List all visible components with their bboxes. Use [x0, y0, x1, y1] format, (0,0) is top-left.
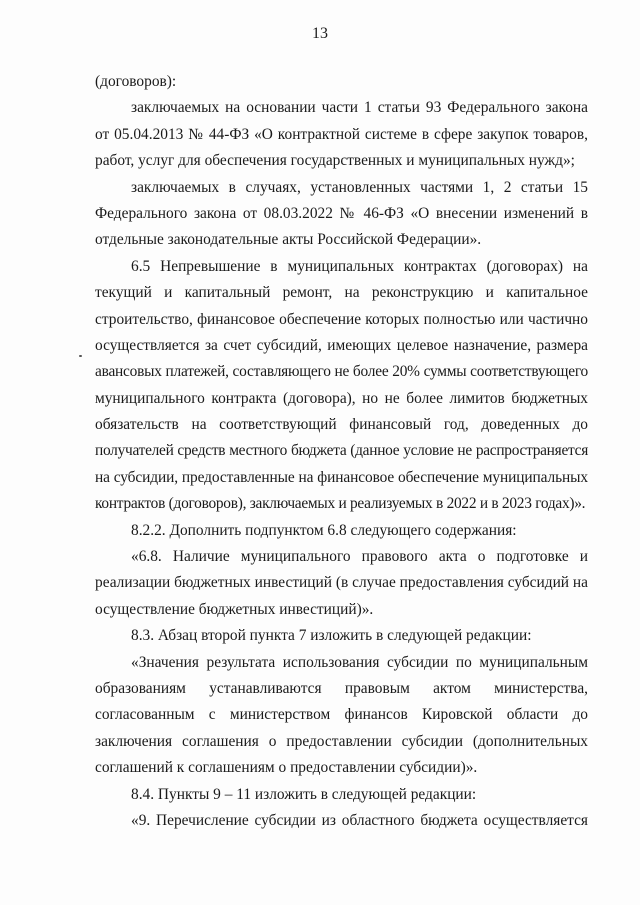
text-line: 6.5 Непревышение в муниципальных контрактах (договорах) на — [131, 257, 588, 275]
text-line: текущий и капитальный ремонт, на реконструкцию и капитальное — [95, 284, 588, 302]
text-line: согласованным с министерством финансов Кировской области до — [95, 706, 588, 724]
text-line: работ, услуг для обеспечения государственных и муниципальных нужд»; — [95, 152, 575, 170]
text-line: (договоров): — [95, 73, 177, 90]
text-line: «9. Перечисление субсидии из областного бюджета осуществляется — [131, 811, 588, 829]
text-line: строительство, финансовое обеспечение которых полностью или частично — [95, 310, 588, 328]
document-body — [95, 69, 588, 834]
text-line: «6.8. Наличие муниципального правового акта о подготовке и — [131, 548, 588, 566]
text-line: отдельные законодательные акты Российской Федерации». — [95, 231, 482, 249]
text-line: муниципального контракта (договора), но не более лимитов бюджетных — [95, 389, 588, 407]
text-line: «Значения результата использования субсидии по муниципальным — [131, 653, 588, 671]
text-line: 8.3. Абзац второй пункта 7 изложить в следующей редакции: — [131, 627, 532, 645]
text-line: соглашений к соглашениям о предоставлении субсидии)». — [95, 759, 478, 777]
text-line: образованиям устанавливаются правовым актом министерства, — [95, 679, 588, 697]
text-line: осуществление бюджетных инвестиций)». — [95, 600, 374, 618]
text-line: контрактов (договоров), заключаемых и реализуемых в 2022 и в 2023 годах)». — [95, 495, 586, 513]
text-line: осуществляется за счет субсидий, имеющих целевое назначение, размера — [95, 336, 588, 354]
text-line: обязательств на соответствующий финансовый год, доведенных до — [95, 416, 588, 434]
text-line: заключаемых на основании части 1 статьи 93 Федерального закона — [131, 99, 588, 117]
page-number: 13 — [312, 25, 328, 42]
text-line: реализации бюджетных инвестиций (в случае предоставления субсидий на — [95, 574, 588, 592]
text-line: заключаемых в случаях, установленных частями 1, 2 статьи 15 — [131, 178, 588, 196]
text-line: авансовых платежей, составляющего не более 20% суммы соответствующего — [95, 363, 588, 381]
text-line: 8.2.2. Дополнить подпунктом 6.8 следующего содержания: — [131, 521, 517, 539]
text-line: на субсидии, предоставленные на финансовое обеспечение муниципальных — [95, 468, 588, 486]
text-line: Федерального закона от 08.03.2022 № 46-ФЗ «О внесении изменений в — [95, 204, 588, 222]
text-line: 8.4. Пункты 9 – 11 изложить в следующей редакции: — [131, 785, 477, 803]
text-line: получателей средств местного бюджета (данное условие не распространяется — [95, 442, 588, 460]
scan-artifact — [79, 355, 82, 357]
text-line: заключения соглашения о предоставлении субсидии (дополнительных — [95, 732, 588, 750]
text-line: от 05.04.2013 № 44-ФЗ «О контрактной системе в сфере закупок товаров, — [95, 125, 588, 143]
